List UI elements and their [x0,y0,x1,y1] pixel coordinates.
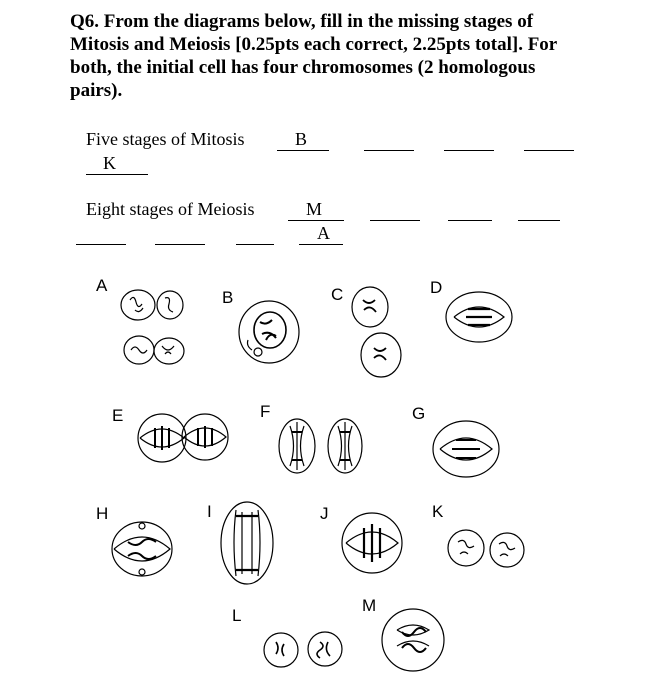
diagram-label-c: C [331,285,344,304]
diagram-h-cell [112,522,172,576]
diagram-label-k: K [432,502,444,521]
diagram-label-j: J [320,504,329,523]
diagram-d-cell [446,292,512,342]
diagram-label-b: B [222,288,234,307]
diagram-e-cells [138,414,228,462]
diagram-label-e: E [112,406,124,425]
mitosis-answer-1: B [295,129,308,149]
diagram-label-g: G [412,404,426,423]
diagram-label-a: A [96,276,108,295]
mitosis-answer-2: K [103,153,116,173]
meiosis-label: Eight stages of Meiosis [86,199,255,219]
diagram-l-cells [264,632,342,667]
meiosis-answer-2: A [317,223,330,243]
diagram-label-f: F [260,402,271,421]
diagram-label-m: M [362,596,377,615]
diagram-label-l: L [232,606,242,625]
diagram-i-cell [221,502,273,584]
diagram-label-i: I [207,502,212,521]
diagram-c-cells [352,287,401,377]
diagram-j-cell [342,513,402,573]
diagram-label-h: H [96,504,109,523]
diagram-label-d: D [430,278,443,297]
diagram-g-cell [433,421,499,477]
diagram-a-cells [121,290,184,364]
diagram-b-cell [239,301,299,363]
question-text: Q6. From the diagrams below, fill in the missing stages of Mitosis and Meiosis [0.25pts each correct, 2.25pts total]. For both, the initial cell has four chromosomes (2 homologous pairs). [70,11,557,101]
meiosis-answer-1: M [306,199,323,219]
diagram-m-cell [382,609,444,671]
diagram-f-cells [279,419,362,473]
diagram-k-cells [448,530,524,567]
mitosis-label: Five stages of Mitosis [86,129,245,149]
